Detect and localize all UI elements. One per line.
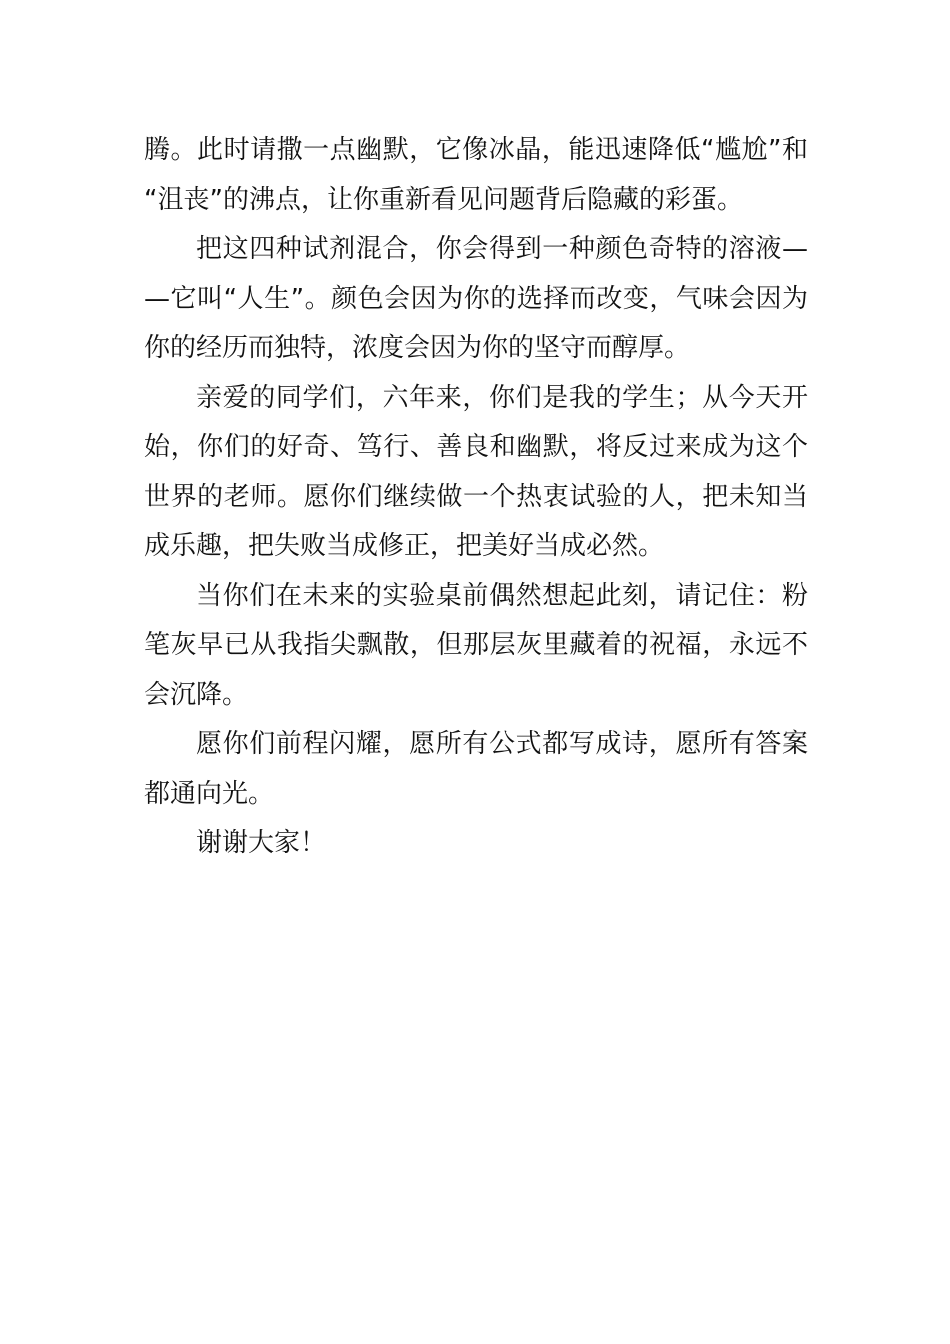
paragraph-dear-students: 亲爱的同学们，六年来，你们是我的学生；从今天开始，你们的好奇、笃行、善良和幽默，将反过来成为这个世界的老师。愿你们继续做一个热衷试验的人，把未知当成乐趣，把失败当成修正，把美好当成必然。: [144, 382, 808, 561]
paragraph-wishes: 愿你们前程闪耀，愿所有公式都写成诗，愿所有答案都通向光。: [144, 729, 808, 809]
paragraph-thanks: 谢谢大家！: [196, 828, 327, 858]
paragraph-reagents-mixed: 把这四种试剂混合，你会得到一种颜色奇特的溶液——它叫“人生”。颜色会因为你的选择而改变，气味会因为你的经历而独特，浓度会因为你的坚守而醇厚。: [144, 234, 808, 363]
document-body: [144, 126, 808, 869]
paragraph-continuation: 腾。此时请撒一点幽默，它像冰晶，能迅速降低“尴尬”和“沮丧”的沸点，让你重新看见问题背后隐藏的彩蛋。: [144, 135, 808, 215]
paragraph-remember: 当你们在未来的实验桌前偶然想起此刻，请记住：粉笔灰早已从我指尖飘散，但那层灰里藏着的祝福，永远不会沉降。: [144, 580, 808, 710]
